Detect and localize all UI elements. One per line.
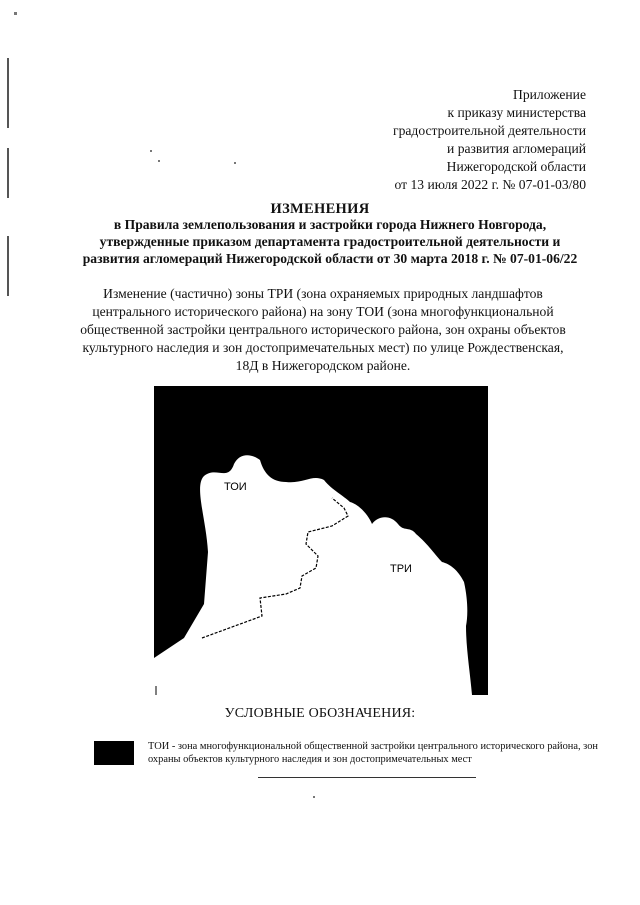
annex-line: к приказу министерства xyxy=(447,105,586,120)
document-subtitle xyxy=(60,216,600,267)
subtitle-line: утвержденные приказом департамента градостроительной деятельности и xyxy=(99,234,561,249)
scan-speck xyxy=(234,162,236,164)
description-line: центрального исторического района) на зону ТОИ (зона многофункциональной xyxy=(92,304,554,319)
zoning-map-svg xyxy=(154,386,488,695)
map-label-tri: ТРИ xyxy=(390,563,412,575)
annex-line: от 13 июля 2022 г. № 07-01-03/80 xyxy=(394,177,586,192)
annex-line: и развития агломераций xyxy=(447,141,586,156)
legend-swatch-toi xyxy=(94,741,134,765)
annex-line: Нижегородской области xyxy=(446,159,586,174)
scan-edge-line xyxy=(7,58,9,128)
document-title: ИЗМЕНЕНИЯ xyxy=(270,201,370,217)
scan-edge-line xyxy=(7,236,9,296)
legend-divider xyxy=(258,777,476,778)
description-line: 18Д в Нижегородском районе. xyxy=(235,358,411,373)
description-line: культурного наследия и зон достопримечательных мест) по улице Рождественская, xyxy=(82,340,564,355)
scan-speck xyxy=(158,160,160,162)
legend-item-toi: ТОИ - зона многофункциональной общественной застройки центрального исторического района, зон охраны объектов культурного наследия и зон достопримечательных мест xyxy=(148,741,598,765)
subtitle-line: в Правила землепользования и застройки города Нижнего Новгорода, xyxy=(113,217,547,232)
annex-line: Приложение xyxy=(513,87,586,102)
description-line: Изменение (частично) зоны ТРИ (зона охраняемых природных ландшафтов xyxy=(103,286,543,301)
change-description xyxy=(58,285,588,375)
scan-speck xyxy=(150,150,152,152)
description-line: общественной застройки центрального исторического района, зон охраны объектов xyxy=(80,322,566,337)
annex-header xyxy=(326,86,586,194)
scan-speck xyxy=(14,12,17,15)
subtitle-line: развития агломераций Нижегородской области от 30 марта 2018 г. № 07-01-06/22 xyxy=(82,251,578,266)
annex-line: градостроительной деятельности xyxy=(393,123,586,138)
map-label-toi: ТОИ xyxy=(224,481,247,493)
legend-title: УСЛОВНЫЕ ОБОЗНАЧЕНИЯ: xyxy=(224,706,416,721)
scan-speck xyxy=(313,796,315,798)
scan-edge-line xyxy=(7,148,9,198)
zoning-map xyxy=(154,386,488,695)
